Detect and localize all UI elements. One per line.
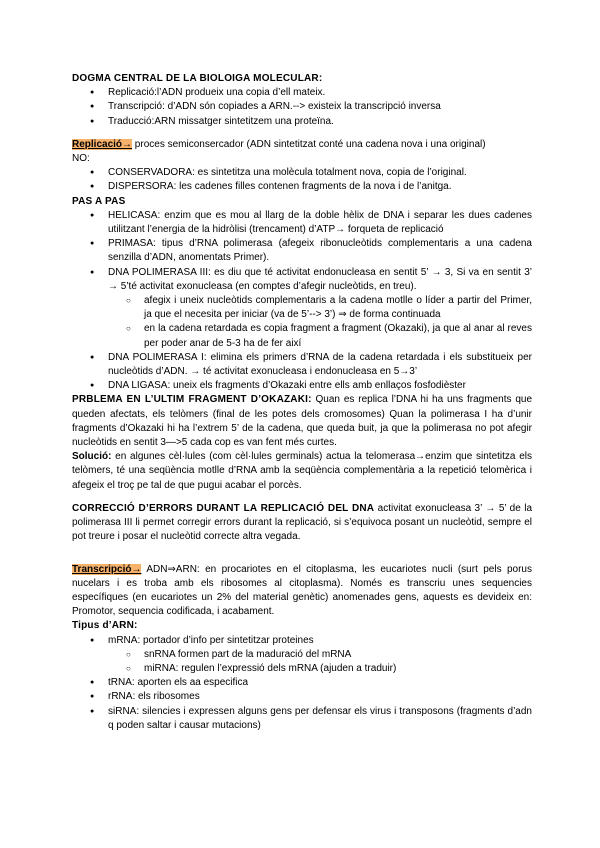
- solution-label: Solució:: [72, 451, 112, 463]
- list-item: ● CONSERVADORA: es sintetitza una molècula totalment nova, copia de l’original.: [72, 166, 532, 180]
- error-correction-title: CORRECCIÓ D’ERRORS DURANT LA REPLICACIÓ DEL DNA: [72, 502, 375, 514]
- rna-types-title: Tipus d’ARN:: [72, 620, 138, 632]
- list-item: ● siRNA: silencies i expressen alguns gens per defensar els virus i transposons (fragments d’adn q poden saltar i causar mutacions): [72, 705, 532, 733]
- steps-title: PAS A PAS: [72, 195, 126, 207]
- list-item: ● DISPERSORA: les cadenes filles contenen fragments de la nova i de l’anitga.: [72, 180, 532, 194]
- solution-paragraph: [72, 450, 532, 493]
- list-item: ● Transcripció: d’ADN són copiades a ARN.--> existeix la transcripció inversa: [72, 100, 532, 114]
- replication-label: Replicació→: [72, 138, 133, 150]
- list-item: ● PRIMASA: tipus d’RNA polimerasa (afegeix ribonucleòtids complementaris a una cadena senzilla d’ADN, anomentats Primer).: [72, 237, 532, 265]
- sub-list-item: ○ miRNA: regulen l’expressió dels mRNA (ajuden a traduir): [108, 662, 532, 676]
- okazaki-title: PRBLEMA EN L’ULTIM FRAGMENT D’OKAZAKI:: [72, 394, 312, 406]
- list-item-text: mRNA: portador d’info per sintetitzar proteines: [108, 634, 314, 646]
- list-item: ● tRNA: aporten els aa especifica: [72, 676, 532, 690]
- okazaki-text: Quan es replica l’DNA hi ha uns fragments que queden afectats, els telòmers (final de les potes dels cromosomes) Quan la polimerasa I ha d’unir fragments d’Okazaki hi ha l’extrem 5’ de la cadena, que queda buit, ja que la polimerasa no pot afegir nucleòtids en sentit 3—>5 cada cop es van fent més curtes.: [72, 394, 533, 449]
- steps-list: [72, 209, 532, 394]
- replication-no-list: [72, 166, 532, 194]
- sub-list-item: ○ afegix i uneix nucleòtids complementaris a la cadena motlle o líder a partir del Primer, ja que el necesita per iniciar (va de 5’--> 3’) ⇒ de forma continuada: [108, 294, 532, 322]
- central-dogma-title: DOGMA CENTRAL DE LA BIOLOIGA MOLECULAR:: [72, 73, 323, 84]
- list-item: [72, 266, 532, 351]
- transcription-label: Transcripció→: [72, 563, 142, 575]
- polymerase-sub-list: [108, 294, 532, 351]
- list-item: ● DNA LIGASA: uneix els fragments d’Okazaki entre ells amb enllaços fosfodièster: [72, 379, 532, 393]
- replication-text: proces semiconsercador (ADN sintetitzat conté una cadena nova i una original): [132, 138, 486, 150]
- mrna-sub-list: [108, 648, 532, 676]
- error-correction-paragraph: [72, 502, 532, 545]
- list-item-text: DNA POLIMERASA III: es diu que té activitat endonucleasa en sentit 5’ → 3, Si va en sentit 3’ → 5’té activitat exonucleasa (en comptes d’afegir nucleòtids, en treu).: [108, 266, 532, 292]
- solution-text: en algunes cèl·lules (com cèl·lules germinals) actua la telomerasa→enzim que sintetitza els telòmers, té una seqüència motlle d’RNA amb la seqüència complementària a la repetició telomèrica i afegeix el troç pe tal de que pugui acabar el porcès.: [72, 451, 532, 491]
- transcription-text: ADN⇒ARN: en procariotes en el citoplasma, les eucariotes nucli (surt pels porus nucelars i es troba amb els ribosomes al citoplasma). Només es transcriu unes sequencies específiques (en eucariotes un 2% del material genètic) anomenades gens, aquests es devideix en: Promotor, sequencia codificada, i acabament.: [72, 563, 532, 618]
- list-item: ● DNA POLIMERASA I: elimina els primers d’RNA de la cadena retardada i els substitueix per nucleòtids d’ADN. → té activitat exonucleasa i endonucleasa en 5→3’: [72, 351, 532, 379]
- okazaki-paragraph: [72, 393, 532, 450]
- list-item: ● Replicació:l’ADN produeix una copia d’ell mateix.: [72, 86, 532, 100]
- list-item: ● rRNA: els ribosomes: [72, 690, 532, 704]
- sub-list-item: ○ snRNA formen part de la maduració del mRNA: [108, 648, 532, 662]
- list-item: [72, 634, 532, 677]
- rna-types-list: [72, 634, 532, 733]
- error-correction-text: activitat exonucleasa 3’ → 5’ de la polimerasa III li permet corregir errors durant la replicació, si s’equivoca posant un nucleòtid, sempre el pot treure i posar el nucleòtid correcte altra vegada.: [72, 502, 533, 543]
- list-item: ● HELICASA: enzim que es mou al llarg de la doble hèlix de DNA i separar les dues cadenes utilitzant l’energia de la hidròlisi (trencament) d’ATP→ forqueta de replicació: [72, 209, 532, 237]
- replication-intro: [72, 138, 532, 152]
- list-item: ● Traducció:ARN missatger sintetitzem una proteïna.: [72, 115, 532, 129]
- sub-list-item: ○ en la cadena retardada es copia fragment a fragment (Okazaki), ja que al anar al reves per poder anar de 5-3 ha de fer així: [108, 322, 532, 350]
- no-label: NO:: [72, 153, 90, 165]
- transcription-paragraph: [72, 563, 532, 620]
- central-dogma-list: [72, 86, 532, 129]
